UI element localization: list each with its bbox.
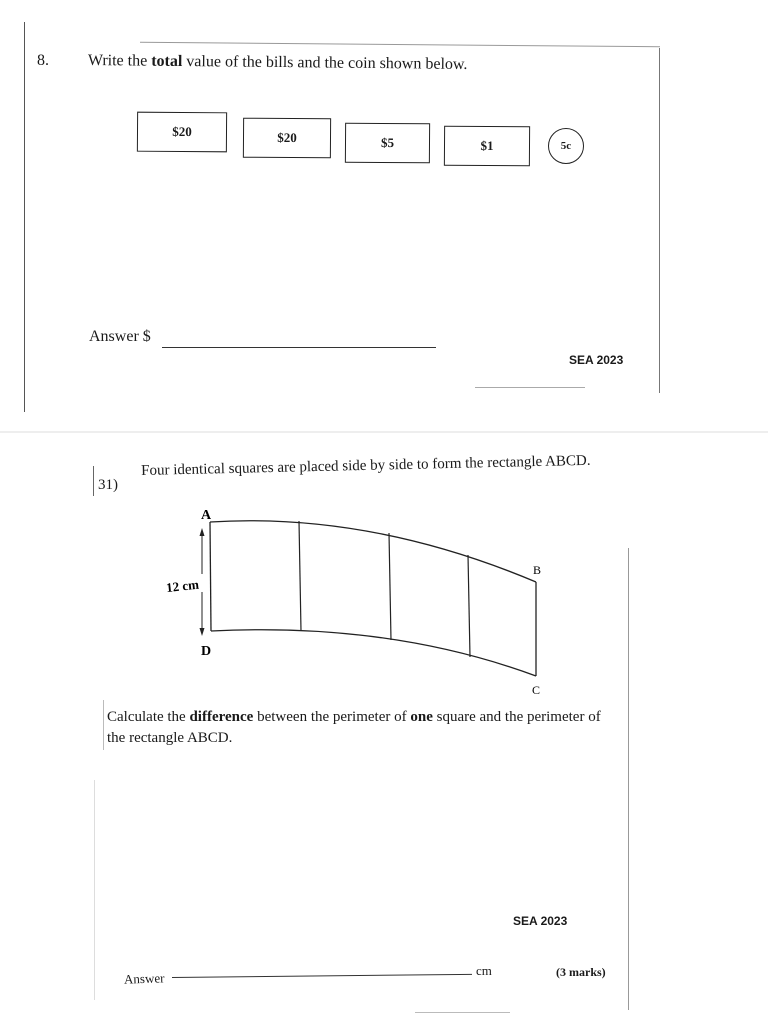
- divider-1: [299, 521, 301, 631]
- source-label: SEA 2023: [569, 353, 624, 367]
- instruction-text: [107, 707, 607, 749]
- divider-3: [468, 555, 470, 657]
- bill-value: $20: [172, 123, 192, 140]
- answer-label: Answer $: [89, 328, 151, 345]
- arrow-up-icon: [200, 528, 205, 536]
- label-b: B: [533, 563, 542, 577]
- side-length-label: 12 cm: [165, 576, 200, 596]
- bill-value: $5: [380, 134, 395, 151]
- question-number: 31): [98, 477, 118, 493]
- question-text: Four identical squares are placed side by side to form the rectangle ABCD.: [141, 452, 591, 479]
- question-text-bold: total: [151, 52, 183, 70]
- label-a: A: [201, 508, 212, 523]
- box-bottom-fragment: [415, 1012, 510, 1013]
- unit-label: cm: [476, 963, 492, 978]
- instruction-bold-2: one: [410, 709, 433, 725]
- box-right-border: [628, 548, 629, 1010]
- marks-label: (3 marks): [556, 965, 606, 979]
- label-c: C: [532, 683, 541, 697]
- instruction-start: Calculate the: [107, 709, 190, 725]
- question-text-end: value of the bills and the coin shown below.: [182, 52, 468, 73]
- source-label: SEA 2023: [513, 914, 568, 928]
- label-d: D: [201, 644, 212, 659]
- side-ad: [210, 522, 211, 631]
- side-dc: [211, 630, 536, 676]
- instruction-end: square and the perimeter of the rectangle ABCD.: [107, 709, 601, 746]
- box-left-border: [103, 700, 104, 750]
- divider-2: [389, 533, 391, 640]
- instruction-bold-1: difference: [189, 709, 254, 725]
- bill-value: $20: [277, 129, 297, 146]
- side-ab: [210, 521, 536, 582]
- coin-value: 5c: [560, 140, 572, 152]
- box-left-border-faint: [94, 780, 95, 1000]
- answer-label: Answer: [123, 970, 165, 987]
- arrow-down-icon: [200, 628, 205, 636]
- question-text-start: Write the: [87, 52, 152, 70]
- question-number: 8.: [37, 52, 49, 69]
- bill-value: $1: [480, 137, 494, 154]
- instruction-middle: between the perimeter of: [253, 709, 411, 725]
